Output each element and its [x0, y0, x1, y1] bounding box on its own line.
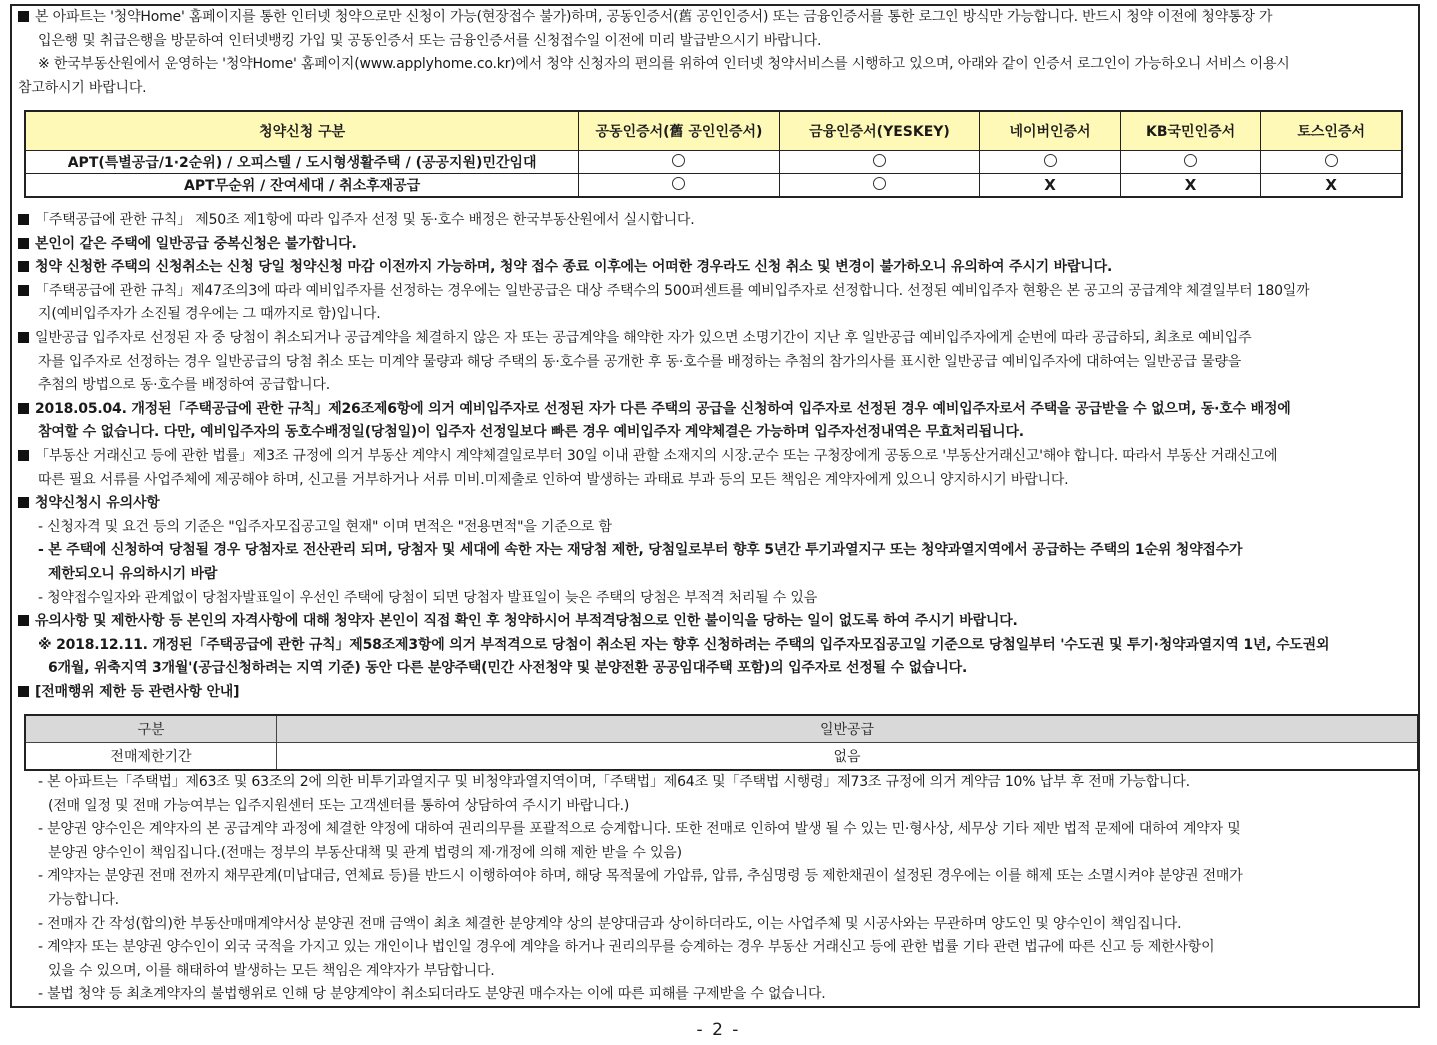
table-cell — [579, 174, 779, 198]
bullet-square-icon — [18, 450, 29, 461]
bullet-square-icon — [18, 261, 29, 272]
table-header-row — [25, 111, 1402, 151]
note-line: 본인이 같은 주택에 일반공급 중복신청은 불가합니다. — [18, 233, 1416, 257]
note-line: 제한되오니 유의하시기 바람 — [48, 565, 218, 582]
note-line: 추첨의 방법으로 동·호수를 배정하여 공급합니다. — [38, 377, 330, 394]
table-cell — [980, 151, 1121, 174]
note-line: - 신청자격 및 요건 등의 기준은 "입주자모집공고일 현재" 이며 면적은 "전용면적"을 기준으로 함 — [38, 518, 612, 535]
note-line: 참여할 수 없습니다. 다만, 예비입주자의 동호수배정일(당첨일)이 입주자 선정일보다 빠른 경우 예비입주자 계약체결은 가능하며 입주자선정내역은 무효처리됩니다. — [38, 424, 1024, 441]
table-row — [25, 151, 1402, 174]
note-line: 일반공급 입주자로 선정된 자 중 당첨이 취소되거나 공급계약을 체결하지 않은 자 또는 공급계약을 해약한 자가 있으면 소명기간이 지난 후 일반공급 예비입주자에게 순번에 따라 공급하되, 최초로 예비입주 — [18, 327, 1416, 351]
intro-line-2: 입은행 및 취급은행을 방문하여 인터넷뱅킹 가입 및 공동인증서 또는 금융인증서를 신청접수일 이전에 미리 발급받으시기 바랍니다. — [38, 32, 822, 49]
note-line: - 불법 청약 등 최초계약자의 불법행위로 인해 당 분양계약이 취소되더라도 분양권 매수자는 이에 따른 피해를 구제받을 수 없습니다. — [38, 986, 826, 1003]
note-line: (전매 일정 및 전매 가능여부는 입주지원센터 또는 고객센터를 통하여 상담하여 주시기 바랍니다.) — [48, 797, 630, 814]
bullet-square-icon — [18, 332, 29, 343]
note-line: 있을 수 있으며, 이를 해태하여 발생하는 모든 책임은 계약자가 부담합니다. — [48, 962, 495, 979]
note-line: - 계약자 또는 분양권 양수인이 외국 국적을 가지고 있는 개인이나 법인일 경우에 계약을 하거나 권리의무를 승계하는 경우 부동산 거래신고 등에 관한 법률 기타 관련 법규에 따른 신고 등 제한사항이 — [38, 939, 1215, 956]
available-circle-icon — [873, 154, 886, 167]
unavailable-x-mark: X — [1184, 176, 1197, 194]
note-line: 분양권 양수인이 책임집니다.(전매는 정부의 부동산대책 및 관계 법령의 제·개정에 의해 제한 받을 수 있음) — [48, 844, 682, 861]
table-cell — [779, 174, 980, 198]
resale-notes-block — [18, 771, 1416, 1007]
bullet-square-icon — [18, 615, 29, 626]
available-circle-icon — [1044, 154, 1057, 167]
note-line: - 계약자는 분양권 전매 전까지 채무관계(미납대금, 연체료 등)를 반드시 이행하여야 하며, 해당 목적물에 가압류, 압류, 추심명령 등 제한채권이 설정된 경우에는 이를 해제 또는 소멸시켜야 분양권 전매가 — [38, 868, 1243, 885]
note-line: 지(예비입주자가 소진될 경우에는 그 때까지로 함)입니다. — [38, 306, 381, 323]
table-cell — [579, 151, 779, 174]
page-number: - 2 - — [696, 1020, 741, 1040]
table-cell — [779, 151, 980, 174]
note-line: ※ 2018.12.11. 개정된「주택공급에 관한 규칙」제58조제3항에 의거 부적격으로 당첨이 취소된 자는 향후 신청하려는 주택의 입주자모집공고일 기준으로 당첨일부터 '수도권 및 투기·청약과열지역 1년, 수도권외 — [38, 636, 1330, 653]
bullet-square-icon — [18, 403, 29, 414]
note-line: 「주택공급에 관한 규칙」제47조의3에 따라 예비입주자를 선정하는 경우에는 일반공급은 대상 주택수의 500퍼센트를 예비입주자로 선정합니다. 선정된 예비입주자 현황은 본 공고의 공급계약 체결일부터 180일까 — [18, 280, 1416, 304]
row-label: APT무순위 / 잔여세대 / 취소후재공급 — [25, 174, 579, 198]
table-row — [25, 174, 1402, 198]
unavailable-x-mark: X — [1325, 176, 1337, 194]
table-header-cell: 일반공급 — [277, 715, 1419, 743]
intro-note-line-1: ※ 한국부동산원에서 운영하는 '청약Home' 홈페이지(www.applyhome.co.kr)에서 청약 신청자의 편의를 위하여 인터넷 청약서비스를 시행하고 있으며, 아래와 같이 인증서 로그인이 가능하오니 서비스 이용시 — [38, 56, 1290, 73]
bullet-square-icon — [18, 285, 29, 296]
intro-note-line-2: 참고하시기 바랍니다. — [18, 79, 147, 96]
note-line: - 분양권 양수인은 계약자의 본 공급계약 과정에 체결한 약정에 대하여 권리의무를 포괄적으로 승계합니다. 또한 전매로 인하여 발생 될 수 있는 민·형사상, 세무상 기타 제반 법적 문제에 대하여 계약자 및 — [38, 821, 1241, 838]
bullet-square-icon — [18, 497, 29, 508]
table-header-row — [25, 715, 1418, 743]
row-label: 전매제한기간 — [25, 743, 277, 771]
bullet-square-icon — [18, 11, 29, 22]
bullet-square-icon — [18, 238, 29, 249]
intro-block — [18, 6, 1416, 100]
table-header-cell: KB국민인증서 — [1120, 111, 1261, 151]
available-circle-icon — [672, 154, 685, 167]
note-line: 청약 신청한 주택의 신청취소는 신청 당일 청약신청 마감 이전까지 가능하며, 청약 접수 종료 이후에는 어떠한 경우라도 신청 취소 및 변경이 불가하오니 유의하여 주시기 바랍니다. — [18, 256, 1416, 280]
notes-block — [18, 209, 1416, 704]
table-header-cell: 토스인증서 — [1261, 111, 1402, 151]
note-line: - 전매자 간 작성(합의)한 부동산매매계약서상 분양권 전매 금액이 최초 체결한 분양계약 상의 분양대금과 상이하더라도, 이는 사업주체 및 시공사와는 무관하며 양도인 및 양수인이 책임집니다. — [38, 915, 1182, 932]
table-row — [25, 743, 1418, 771]
note-line: 2018.05.04. 개정된「주택공급에 관한 규칙」제26조제6항에 의거 예비입주자로 선정된 자가 다른 주택의 공급을 신청하여 입주자로 선정된 경우 예비입주자로서 주택을 공급받을 수 없으며, 동·호수 배정에 — [18, 398, 1416, 422]
intro-line-1: 본 아파트는 '청약Home' 홈페이지를 통한 인터넷 청약으로만 신청이 가능(현장접수 불가)하며, 공동인증서(舊 공인인증서) 또는 금융인증서를 통한 로그인 방식만 가능합니다. 반드시 청약 이전에 청약통장 가 — [18, 6, 1416, 30]
section-heading: [전매행위 제한 등 관련사항 안내] — [18, 681, 1416, 705]
note-line: 따른 필요 서류를 사업주체에 제공해야 하며, 신고를 거부하거나 서류 미비.미제출로 인하여 발생하는 과태료 부과 등의 모든 책임은 계약자에게 있으니 양지하시기 바랍니다. — [38, 471, 1069, 488]
table-cell — [1261, 151, 1402, 174]
note-line: 자를 입주자로 선정하는 경우 일반공급의 당첨 취소 또는 미계약 물량과 해당 주택의 동·호수를 공개한 후 동·호수를 배정하는 추첨의 참가의사를 표시한 일반공급 예비입주자에 대하여는 일반공급 물량을 — [38, 353, 1242, 370]
available-circle-icon — [873, 177, 886, 190]
available-circle-icon — [1184, 154, 1197, 167]
note-heading: 청약신청시 유의사항 — [18, 492, 1416, 516]
note-line: - 본 주택에 신청하여 당첨될 경우 당첨자로 전산관리 되며, 당첨자 및 세대에 속한 자는 재당첨 제한, 당첨일로부터 향후 5년간 투기과열지구 또는 청약과열지역에서 공급하는 주택의 1순위 청약접수가 — [38, 542, 1243, 559]
table-cell — [1120, 151, 1261, 174]
note-line: - 청약접수일자와 관계없이 당첨자발표일이 우선인 주택에 당첨이 되면 당첨자 발표일이 늦은 주택의 당첨은 부적격 처리될 수 있음 — [38, 589, 818, 606]
available-circle-icon — [672, 177, 685, 190]
table-cell: 없음 — [277, 743, 1419, 771]
note-line: 「주택공급에 관한 규칙」 제50조 제1항에 따라 입주자 선정 및 동·호수 배정은 한국부동산원에서 실시합니다. — [18, 209, 1416, 233]
table-header-cell: 청약신청 구분 — [25, 111, 579, 151]
available-circle-icon — [1325, 154, 1338, 167]
table-header-cell: 공동인증서(舊 공인인증서) — [579, 111, 779, 151]
resale-restriction-table — [24, 714, 1419, 771]
table-cell — [1120, 174, 1261, 198]
certificate-table — [24, 110, 1403, 198]
bullet-square-icon — [18, 686, 29, 697]
table-header-cell: 구분 — [25, 715, 277, 743]
table-cell — [1261, 174, 1402, 198]
note-line: 「부동산 거래신고 등에 관한 법률」제3조 규정에 의거 부동산 계약시 계약체결일로부터 30일 이내 관할 소재지의 시장.군수 또는 구청장에게 공동으로 '부동산거래신고'해야 합니다. 따라서 부동산 거래신고에 — [18, 445, 1416, 469]
note-line: 유의사항 및 제한사항 등 본인의 자격사항에 대해 청약자 본인이 직접 확인 후 청약하시어 부적격당첨으로 인한 불이익을 당하는 일이 없도록 하여 주시기 바랍니다. — [18, 610, 1416, 634]
note-line: - 본 아파트는「주택법」제63조 및 63조의 2에 의한 비투기과열지구 및 비청약과열지역이며,「주택법」제64조 및「주택법 시행령」제73조 규정에 의거 계약금 10% 납부 후 전매 가능합니다. — [38, 774, 1190, 790]
bullet-square-icon — [18, 214, 29, 225]
row-label: APT(특별공급/1·2순위) / 오피스텔 / 도시형생활주택 / (공공지원)민간임대 — [25, 151, 579, 174]
note-line: 가능합니다. — [48, 891, 119, 908]
table-header-cell: 금융인증서(YESKEY) — [779, 111, 980, 151]
table-cell — [980, 174, 1121, 198]
unavailable-x-mark: X — [1044, 176, 1056, 194]
table-header-cell: 네이버인증서 — [980, 111, 1121, 151]
note-line: 6개월, 위축지역 3개월'(공급신청하려는 지역 기준) 동안 다른 분양주택(민간 사전청약 및 분양전환 공공임대주택 포함)의 입주자로 선정될 수 없습니다. — [48, 660, 968, 677]
